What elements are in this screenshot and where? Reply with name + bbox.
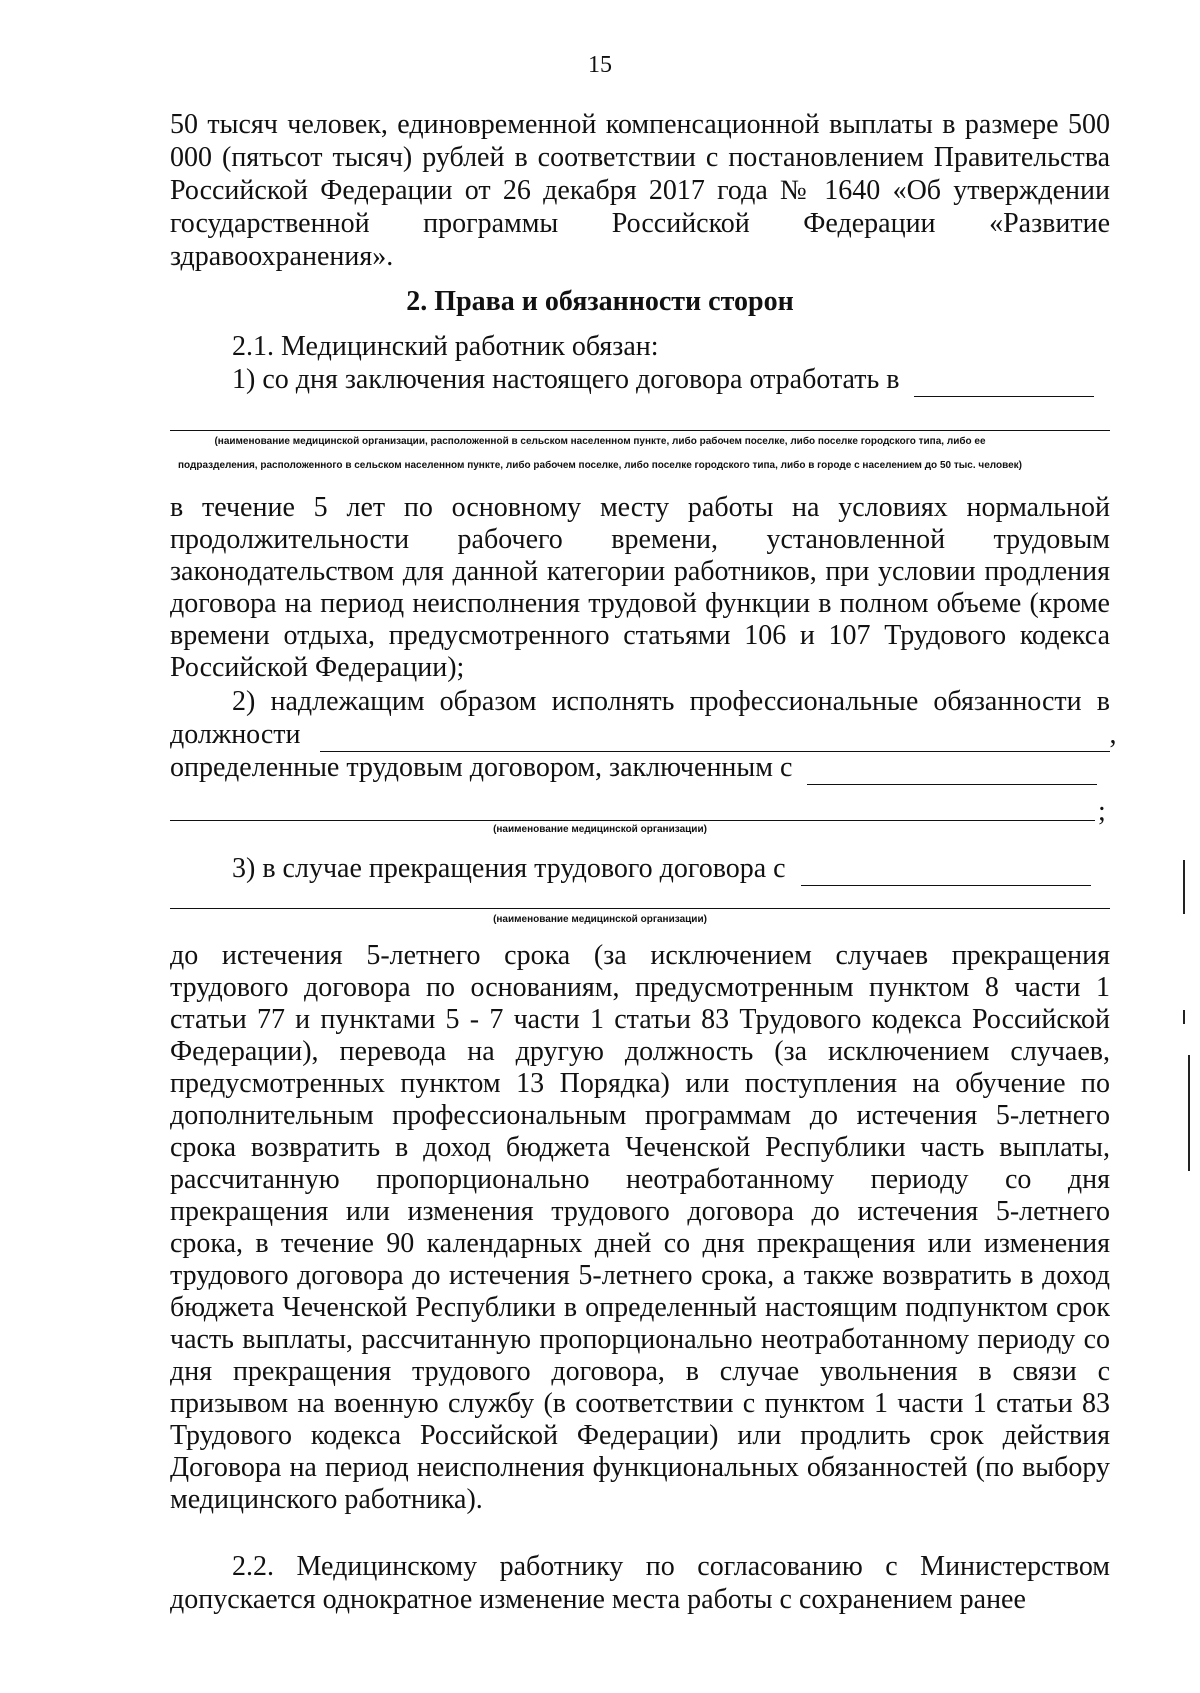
- item-2-line3: определенные трудовым договором, заключенным с: [170, 752, 793, 783]
- item-1-note-line1: (наименование медицинской организации, расположенной в сельском населенном пункте, либо рабочем поселке, либо поселке городского типа, либо ее: [214, 436, 986, 447]
- item-2-position-label: должности: [170, 719, 301, 750]
- page-number: 15: [588, 52, 612, 78]
- item-2-semicolon: ;: [1098, 796, 1106, 827]
- item-3-continuation: до истечения 5-летнего срока (за исключением случаев прекращения трудового договора по основаниям, предусмотренным пунктом 8 части 1 статьи 77 и пунктами 5 - 7 части 1 статьи 83 Трудового кодекса Российской Федерации), перевода на другую должность (за исключением случаев, предусмотренных пунктом 13 Порядка) или поступления на обучение по дополнительным профессиональным программам до истечения 5-летнего срока возвратить в доход бюджета Чеченской Республики часть выплаты, рассчитанную пропорционально неотработанному периоду со дня прекращения или изменения трудового договора до истечения 5-летнего срока, в течение 90 календарных дней со дня прекращения или изменения трудового договора до истечения 5-летнего срока, а также возвратить в доход бюджета Чеченской Республики в определенный настоящим подпунктом срок часть выплаты, рассчитанную пропорционально неотработанному периоду со дня прекращения трудового договора, в случае увольнения в связи с призывом на военную службу (в соответствии с пунктом 1 части 1 статьи 83 Трудового кодекса Российской Федерации) или продлить срок действия Договора на период неисполнения функциональных обязанностей (по выбору медицинского работника).: [170, 940, 1110, 1515]
- item-2-note: (наименование медицинской организации): [493, 824, 707, 835]
- item-3-line: [232, 852, 1112, 886]
- item-2-org-line[interactable]: [170, 820, 1095, 821]
- item-2-line1: 2) надлежащим образом исполнять профессиональные обязанности в: [232, 686, 1110, 717]
- item-1-text: 1) со дня заключения настоящего договора отработать в: [232, 364, 900, 395]
- item-3-note: (наименование медицинской организации): [493, 914, 707, 925]
- item-3-text: 3) в случае прекращения трудового договора с: [232, 853, 786, 884]
- item-3-blank[interactable]: [801, 852, 1091, 886]
- item-2-employer-line: [170, 751, 1110, 785]
- section-heading: 2. Права и обязанности сторон: [406, 286, 794, 317]
- margin-mark: [1183, 1010, 1185, 1024]
- clause-2-2: 2.2. Медицинскому работнику по согласованию с Министерством допускается однократное изменение места работы с сохранением ранее: [170, 1551, 1110, 1615]
- intro-paragraph: 50 тысяч человек, единовременной компенсационной выплаты в размере 500 000 (пятьсот тысяч) рублей в соответствии с постановлением Правительства Российской Федерации от 26 декабря 2017 года № 1640 «Об утверждении государственной программы Российской Федерации «Развитие здравоохранения».: [170, 109, 1110, 272]
- item-2-position-line: должности ,: [170, 719, 1117, 750]
- item-2-employer-blank[interactable]: [807, 751, 1097, 785]
- item-2-position-blank[interactable]: [320, 718, 1110, 752]
- clause-2-1: 2.1. Медицинский работник обязан:: [232, 331, 659, 362]
- item-1-note-line2: подразделения, расположенного в сельском населенном пункте, либо рабочем поселке, либо поселке городского типа, либо в городе с населением до 50 тыс. человек): [177, 460, 1023, 471]
- item-1-continuation: в течение 5 лет по основному месту работы на условиях нормальной продолжительности рабочего времени, установленной трудовым законодательством для данной категории работников, при условии продления договора на период неисполнения трудовой функции в полном объеме (кроме времени отдыха, предусмотренного статьями 106 и 107 Трудового кодекса Российской Федерации);: [170, 492, 1110, 683]
- margin-mark: [1188, 1055, 1190, 1171]
- item-1-blank[interactable]: [914, 363, 1094, 397]
- item-3-org-line[interactable]: [170, 908, 1110, 909]
- item-1-line: [232, 363, 1112, 397]
- item-1-org-line[interactable]: [170, 430, 1110, 431]
- margin-mark: [1183, 860, 1185, 914]
